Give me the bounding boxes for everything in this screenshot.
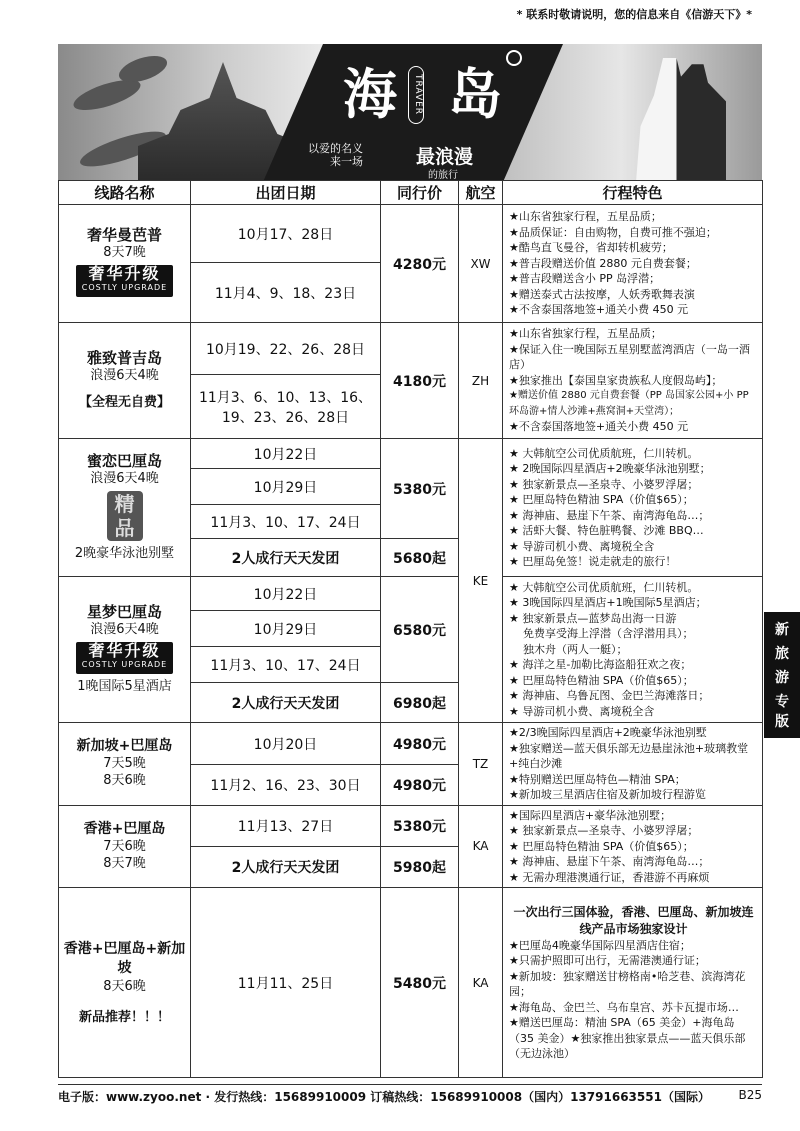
price-cell: 5980起 xyxy=(381,846,459,887)
table-row xyxy=(59,439,763,469)
date-cell: 11月3、10、17、24日 xyxy=(191,505,381,539)
banner-subtitle-end: 的旅行 xyxy=(428,170,458,181)
table-row xyxy=(59,888,763,1078)
side-tab: 新 旅 游 专 xyxy=(764,612,800,716)
date-cell: 10月29日 xyxy=(191,611,381,647)
circle-decoration xyxy=(506,50,522,66)
banner-slogan: 最浪漫 xyxy=(416,146,474,168)
price-cell: 5380元 xyxy=(381,439,459,539)
footer-contact: 电子版：www.zyoo.net · 发行热线：15689910009 订稿热线：15689910008（国内）13791663551（国际） xyxy=(58,1090,710,1104)
date-cell: 10月22日 xyxy=(191,439,381,469)
route-name-cell: 星梦巴厘岛 浪漫6天4晚 奢华升级 COSTLY UPGRADE 1晚国际5星酒店 xyxy=(59,577,191,723)
banner-subtitle: 以爱的名义 来一场 xyxy=(308,142,363,168)
route-name-cell: 香港+巴厘岛 7天6晚 8天7晚 xyxy=(59,805,191,888)
date-cell: 11月3、6、10、13、16、19、23、26、28日 xyxy=(191,375,381,439)
date-cell: 11月3、10、17、24日 xyxy=(191,647,381,683)
footer-divider xyxy=(58,1084,762,1085)
costly-upgrade-badge: 奢华升级 COSTLY UPGRADE xyxy=(76,642,173,674)
header-date: 出团日期 xyxy=(191,181,381,205)
price-cell: 4180元 xyxy=(381,323,459,439)
table-row xyxy=(59,805,763,846)
route-name-cell: 奢华曼芭普 8天7晚 奢华升级 COSTLY UPGRADE xyxy=(59,205,191,323)
airline-cell: KA xyxy=(459,888,503,1078)
features-cell: ★ 大韩航空公司优质航班，仁川转机。 ★ 3晚国际四星酒店+1晚国际5星酒店； ★ 独家新景点—蓝梦岛出海一日游 免费享受海上浮潜（含浮潜用具）； 独木舟（两人一艇）； ★ 海洋之星-加勒比海盗船狂欢之夜； ★ 巴厘岛特色精油 SPA（价值$65）； ★ 海神庙、乌鲁瓦图、金巴兰海滩落日； ★ 导游司机小费、离境税全含 xyxy=(503,577,763,723)
table-row xyxy=(59,577,763,611)
banner-title-char: 岛 xyxy=(448,62,502,126)
header-air: 航空 xyxy=(459,181,503,205)
footer xyxy=(58,1088,762,1105)
price-cell: 6980起 xyxy=(381,683,459,723)
features-cell: ★2/3晚国际四星酒店+2晚豪华泳池别墅 ★独家赠送—蓝天俱乐部无边悬崖泳池+玻璃教堂+纯白沙滩 ★特别赠送巴厘岛特色—精油 SPA； ★新加坡三星酒店住宿及新加坡行程游览 xyxy=(503,723,763,806)
costly-upgrade-badge: 奢华升级 COSTLY UPGRADE xyxy=(76,265,173,297)
page-number: B25 xyxy=(738,1088,762,1102)
price-cell: 4280元 xyxy=(381,205,459,323)
date-cell: 2人成行天天发团 xyxy=(191,683,381,723)
features-cell: ★山东省独家行程，五星品质； ★品质保证：自由购物，自费可推不强迫； ★酷鸟直飞曼谷，省却转机疲劳； ★普吉段赠送价值 2880 元自费套餐； ★普吉段赠送含小 PP 岛浮潜； ★赠送泰式古法按摩，人妖秀歌舞表演 ★不含泰国落地签+通关小费 450 元 xyxy=(503,205,763,323)
route-name-cell: 香港+巴厘岛+新加坡 8天6晚 新品推荐！！！ xyxy=(59,888,191,1078)
header-route: 线路名称 xyxy=(59,181,191,205)
price-cell: 5480元 xyxy=(381,888,459,1078)
banner xyxy=(58,44,762,182)
price-cell: 4980元 xyxy=(381,765,459,805)
features-cell: ★国际四星酒店+豪华泳池别墅； ★ 独家新景点—圣泉寺、小婆罗浮屠； ★ 巴厘岛特色精油 SPA（价值$65）； ★ 海神庙、悬崖下午茶、南湾海龟岛…； ★ 无需办理港澳通行证，香港游不再麻烦 xyxy=(503,805,763,888)
features-cell: 一次出行三国体验，香港、巴厘岛、新加坡连线产品市场独家设计 ★巴厘岛4晚豪华国际四星酒店住宿； ★只需护照即可出行，无需港澳通行证； ★新加坡：独家赠送甘榜格南•哈芝巷、滨海湾花园； ★海龟岛、金巴兰、乌布皇宫、苏卡瓦提市场… ★赠送巴厘岛：精油 SPA（65 美金）+海龟岛（35 美金）★独家推出独家景点——蓝天俱乐部（无边泳池） xyxy=(503,888,763,1078)
features-cell: ★ 大韩航空公司优质航班，仁川转机。 ★ 2晚国际四星酒店+2晚豪华泳池别墅； ★ 独家新景点—圣泉寺、小婆罗浮屠； ★ 巴厘岛特色精油 SPA（价值$65）； ★ 海神庙、悬崖下午茶、南湾海龟岛…； ★ 活虾大餐、特色脏鸭餐、沙滩 BBQ… ★ 导游司机小费、离境税全含 ★ 巴厘岛免签！说走就走的旅行！ xyxy=(503,439,763,577)
date-cell: 10月20日 xyxy=(191,723,381,765)
table-row xyxy=(59,205,763,263)
date-cell: 10月29日 xyxy=(191,469,381,505)
price-cell: 4980元 xyxy=(381,723,459,765)
airline-cell: TZ xyxy=(459,723,503,806)
date-cell: 2人成行天天发团 xyxy=(191,846,381,887)
header-features: 行程特色 xyxy=(503,181,763,205)
airline-cell: ZH xyxy=(459,323,503,439)
airline-cell: KE xyxy=(459,439,503,723)
table-header-row xyxy=(59,181,763,205)
banner-vertical-text: TRAVER xyxy=(408,66,424,124)
date-cell: 10月22日 xyxy=(191,577,381,611)
airline-cell: KA xyxy=(459,805,503,888)
date-cell: 2人成行天天发团 xyxy=(191,539,381,577)
table-row xyxy=(59,723,763,765)
price-cell: 5680起 xyxy=(381,539,459,577)
couple-image xyxy=(636,58,726,182)
price-cell: 6580元 xyxy=(381,577,459,683)
header-price: 同行价 xyxy=(381,181,459,205)
date-cell: 11月4、9、18、23日 xyxy=(191,263,381,323)
date-cell: 11月13、27日 xyxy=(191,805,381,846)
date-cell: 11月11、25日 xyxy=(191,888,381,1078)
route-name-cell: 蜜恋巴厘岛 浪漫6天4晚 精品 2晚豪华泳池别墅 xyxy=(59,439,191,577)
banner-title-char: 海 xyxy=(343,62,399,126)
table-row xyxy=(59,323,763,375)
features-cell: ★山东省独家行程，五星品质； ★保证入住一晚国际五星别墅蓝湾酒店（一岛一酒店） ★独家推出【泰国皇家贵族私人度假岛屿】； ★赠送价值 2880 元自费套餐（PP 岛国家公园+小 PP 环岛游+情人沙滩+燕窝洞+天堂湾）； ★不含泰国落地签+通关小费 450 元 xyxy=(503,323,763,439)
date-cell: 10月17、28日 xyxy=(191,205,381,263)
side-tab-last: 版 xyxy=(764,710,800,738)
airline-cell: XW xyxy=(459,205,503,323)
route-table xyxy=(58,180,763,1078)
date-cell: 11月2、16、23、30日 xyxy=(191,765,381,805)
jingpin-seal: 精品 xyxy=(107,491,143,541)
price-cell: 5380元 xyxy=(381,805,459,846)
route-name-cell: 新加坡+巴厘岛 7天5晚 8天6晚 xyxy=(59,723,191,806)
header-note: * 联系时敬请说明，您的信息来自《信游天下》* xyxy=(516,8,752,21)
route-name-cell: 雅致普吉岛 浪漫6天4晚 【全程无自费】 xyxy=(59,323,191,439)
date-cell: 10月19、22、26、28日 xyxy=(191,323,381,375)
